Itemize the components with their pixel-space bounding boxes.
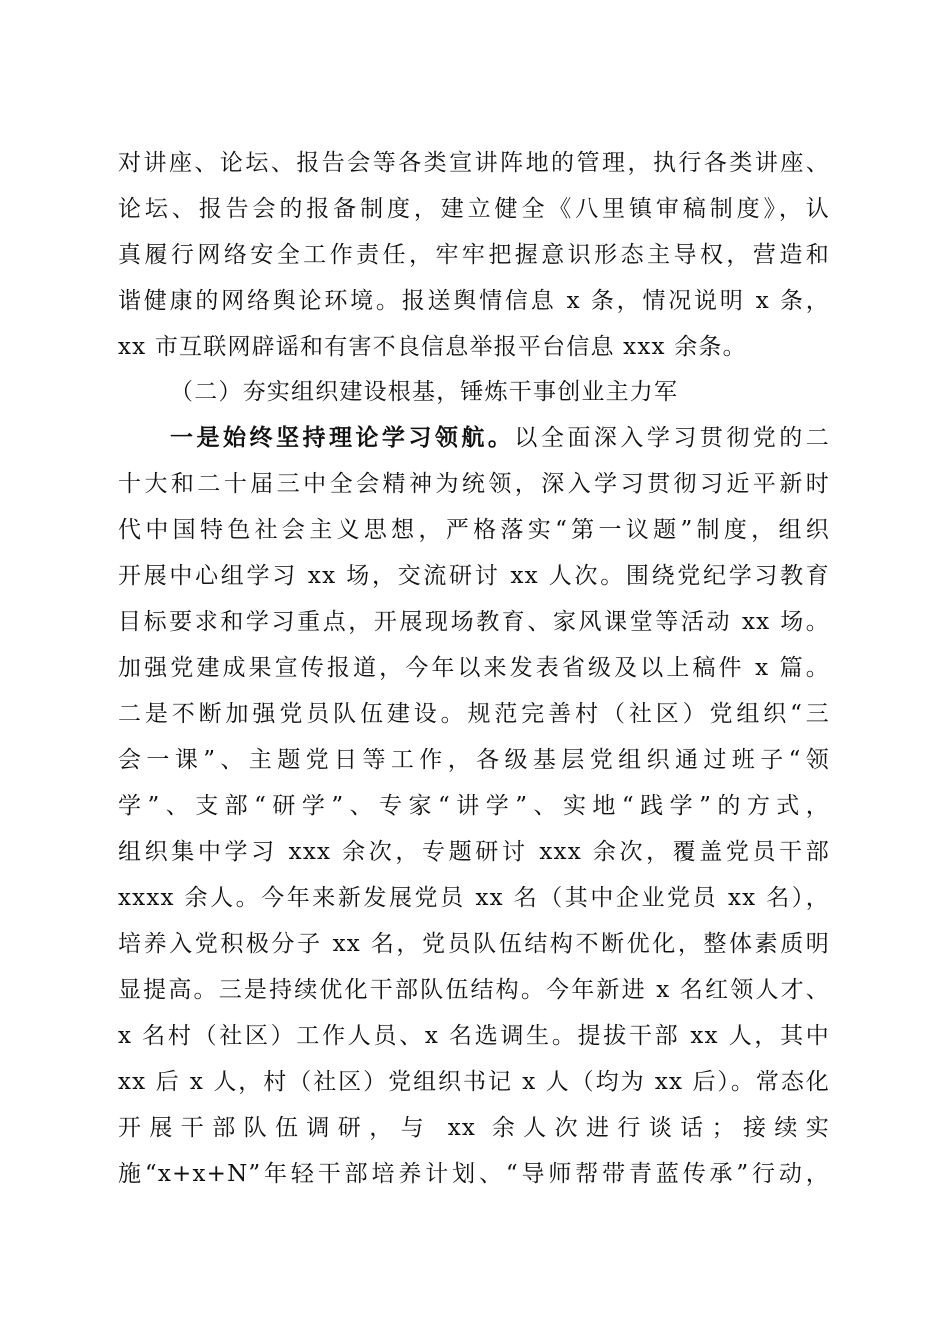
paragraph-line: 组织集中学习 xxx 余次，专题研讨 xxx 余次，覆盖党员干部	[118, 839, 830, 865]
paragraph-line: 学”、支部“研学”、专家“讲学”、实地“践学”的方式，	[118, 793, 830, 819]
paragraph-line: xx 后 x 人，村（社区）党组织书记 x 人（均为 xx 后）。常态化	[118, 1069, 830, 1095]
paragraph-line: 代中国特色社会主义思想，严格落实“第一议题”制度，组织	[118, 517, 830, 543]
paragraph-first-rest: 以全面深入学习贯彻党的二	[514, 425, 830, 451]
paragraph-line: 加强党建成果宣传报道，今年以来发表省级及以上稿件 x 篇。	[118, 655, 830, 681]
paragraph-line: 开展中心组学习 xx 场，交流研讨 xx 人次。围绕党纪学习教育	[118, 563, 830, 589]
paragraph-line: 开展干部队伍调研，与 xx 余人次进行谈话；接续实	[118, 1115, 830, 1141]
paragraph-lead: 一是始终坚持理论学习领航。	[170, 424, 515, 451]
section-heading: （二）夯实组织建设根基，锤炼干事创业主力军	[170, 379, 679, 405]
paragraph-line: 会一课”、主题党日等工作，各级基层党组织通过班子“领	[118, 747, 830, 773]
paragraph-line: 对讲座、论坛、报告会等各类宣讲阵地的管理，执行各类讲座、	[118, 150, 830, 176]
paragraph-line: x 名村（社区）工作人员、x 名选调生。提拔干部 xx 人，其中	[118, 1023, 830, 1049]
paragraph-line: xx 市互联网辟谣和有害不良信息举报平台信息 xxx 余条。	[118, 334, 747, 360]
paragraph-line: 显提高。三是持续优化干部队伍结构。今年新进 x 名红领人才、	[118, 977, 830, 1003]
paragraph-line: 真履行网络安全工作责任，牢牢把握意识形态主导权，营造和	[118, 242, 830, 268]
paragraph-line: 培养入党积极分子 xx 名，党员队伍结构不断优化，整体素质明	[118, 931, 830, 957]
paragraph-line: 施“x+x+N”年轻干部培养计划、“导师帮带青蓝传承”行动，	[118, 1161, 830, 1187]
paragraph-first-line	[170, 423, 830, 453]
paragraph-line: 十大和二十届三中全会精神为统领，深入学习贯彻习近平新时	[118, 471, 830, 497]
paragraph-line: 目标要求和学习重点，开展现场教育、家风课堂等活动 xx 场。	[118, 609, 830, 635]
paragraph-line: 论坛、报告会的报备制度，建立健全《八里镇审稿制度》，认	[118, 196, 830, 222]
paragraph-line: 谐健康的网络舆论环境。报送舆情信息 x 条，情况说明 x 条，	[118, 288, 830, 314]
paragraph-line: 二是不断加强党员队伍建设。规范完善村（社区）党组织“三	[118, 701, 830, 727]
paragraph-line: xxxx 余人。今年来新发展党员 xx 名（其中企业党员 xx 名），	[118, 885, 830, 911]
